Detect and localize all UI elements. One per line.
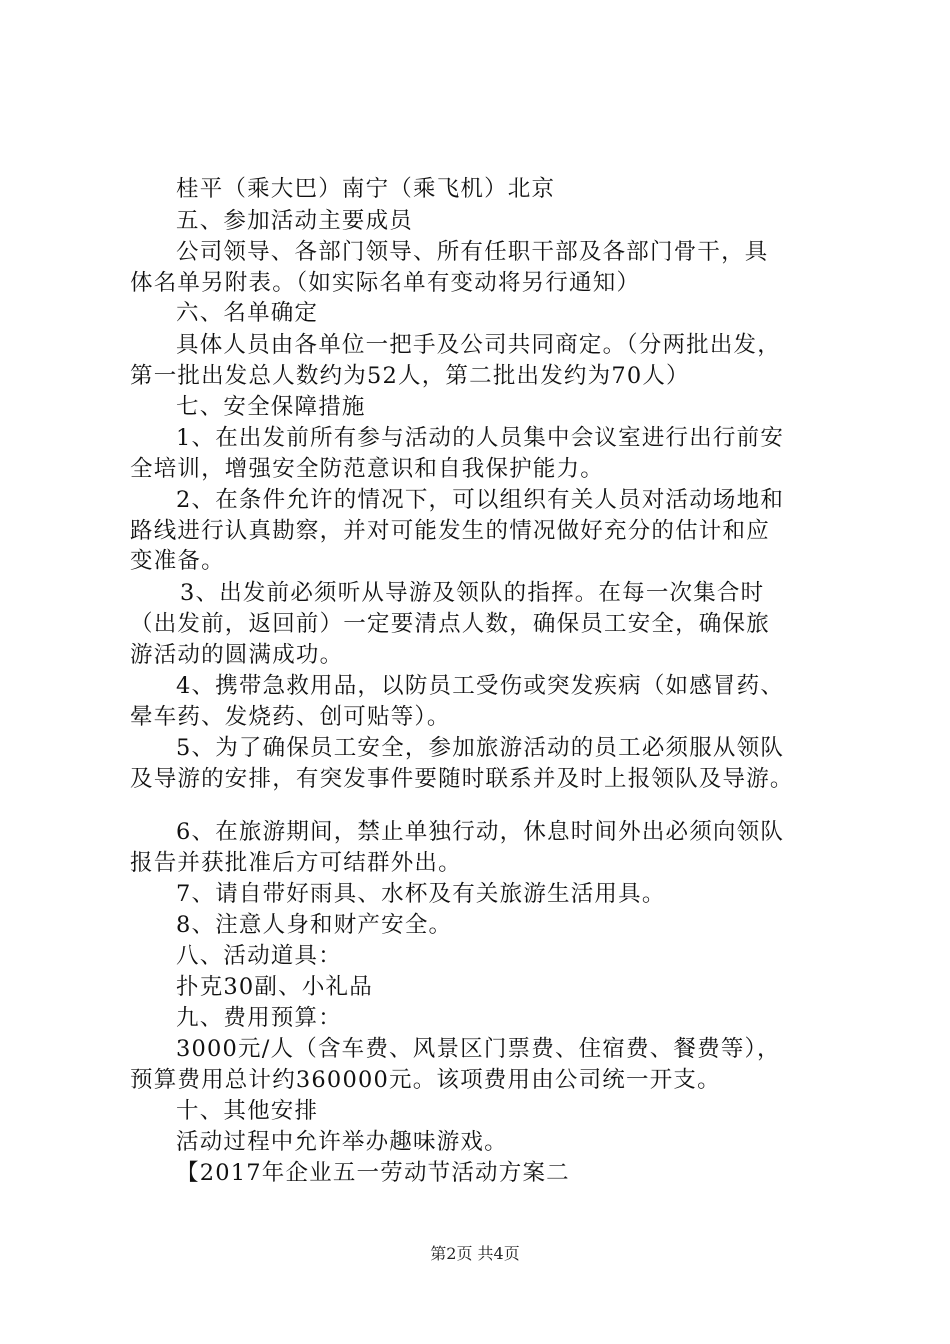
section-heading-list: 六、名单确定	[176, 300, 319, 326]
text-line: 报告并获批准后方可结群外出。	[130, 850, 462, 876]
text-line: 4、携带急救用品，以防员工受伤或突发疾病（如感冒药、	[176, 673, 785, 699]
text-line: 1、在出发前所有参与活动的人员集中会议室进行出行前安	[176, 425, 785, 451]
section-heading-props: 八、活动道具：	[176, 943, 342, 969]
text-line: 公司领导、各部门领导、所有任职干部及各部门骨干，具	[176, 239, 769, 265]
text-line: 晕车药、发烧药、创可贴等）。	[130, 704, 451, 730]
text-line: 活动过程中允许举办趣味游戏。	[176, 1129, 508, 1155]
text-line: 5、为了确保员工安全，参加旅游活动的员工必须服从领队	[176, 735, 785, 761]
section-heading-members: 五、参加活动主要成员	[176, 208, 414, 234]
text-line: 3、出发前必须听从导游及领队的指挥。在每一次集合时	[180, 580, 765, 606]
text-line: 体名单另附表。（如实际名单有变动将另行通知）	[130, 270, 641, 296]
text-line: 预算费用总计约360000元。该项费用由公司统一开支。	[130, 1067, 721, 1093]
text-line: 扑克30副、小礼品	[176, 974, 373, 1000]
page-footer: 第2页 共4页	[430, 1244, 520, 1263]
text-line: 全培训，增强安全防范意识和自我保护能力。	[130, 456, 605, 482]
text-line: 3000元/人（含车费、风景区门票费、住宿费、餐费等），	[176, 1036, 781, 1062]
text-line: 【2017年企业五一劳动节活动方案二	[176, 1160, 570, 1186]
text-line: 具体人员由各单位一把手及公司共同商定。（分两批出发，	[176, 332, 781, 358]
section-heading-other: 十、其他安排	[176, 1098, 319, 1124]
text-line: 路线进行认真勘察，并对可能发生的情况做好充分的估计和应	[130, 518, 770, 544]
section-heading-safety: 七、安全保障措施	[176, 394, 366, 420]
text-line: 7、请自带好雨具、水杯及有关旅游生活用具。	[176, 881, 666, 907]
text-line: 及导游的安排，有突发事件要随时联系并及时上报领队及导游。	[130, 766, 794, 792]
text-line: 游活动的圆满成功。	[130, 642, 344, 668]
text-line: 变准备。	[130, 548, 225, 574]
text-line: 桂平（乘大巴）南宁（乘飞机）北京	[176, 176, 556, 202]
text-line: 2、在条件允许的情况下，可以组织有关人员对活动场地和	[176, 487, 785, 513]
section-heading-budget: 九、费用预算：	[176, 1005, 342, 1031]
text-line: 第一批出发总人数约为52人，第二批出发约为70人）	[130, 363, 690, 389]
text-line: 8、注意人身和财产安全。	[176, 912, 453, 938]
text-line: 6、在旅游期间，禁止单独行动，休息时间外出必须向领队	[176, 819, 785, 845]
text-line: （出发前，返回前）一定要清点人数，确保员工安全，确保旅	[130, 611, 770, 637]
